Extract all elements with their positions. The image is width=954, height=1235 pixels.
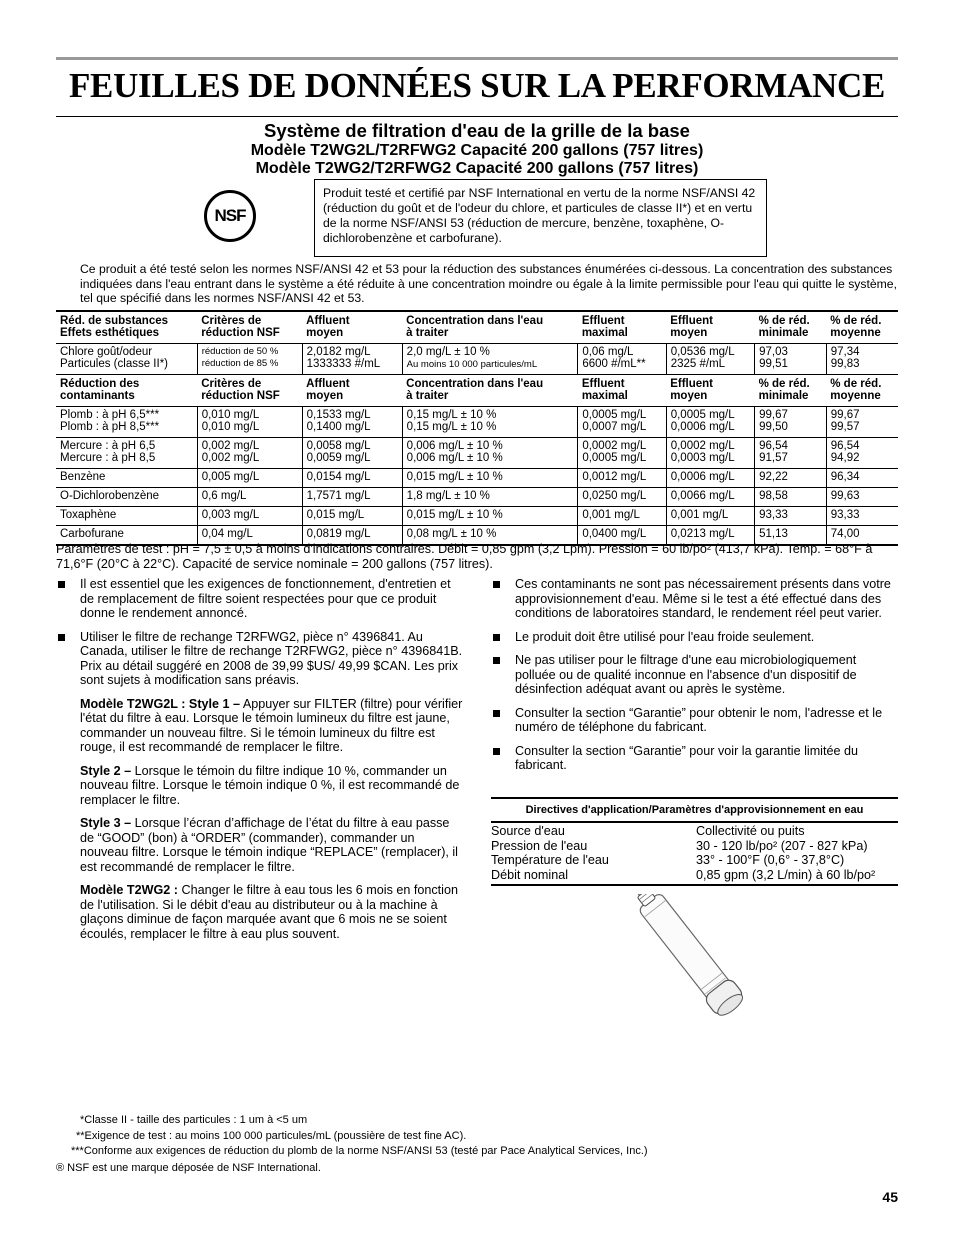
- table-row: [56, 507, 898, 526]
- table-cell: % de réd. minimale: [755, 375, 827, 407]
- footnote-3: ***Conforme aux exigences de réduction du plomb de la norme NSF/ANSI 53 (testé par Pace Analytical Services, Inc.): [71, 1145, 648, 1157]
- table-row: [491, 853, 898, 868]
- table-cell: 0,0002 mg/L 0,0003 mg/L: [666, 438, 754, 469]
- table-cell: 0,001 mg/L: [666, 507, 754, 526]
- table-cell: 0,0819 mg/L: [302, 526, 402, 546]
- table-cell: Réduction des contaminants: [56, 375, 197, 407]
- table-cell: Effluent moyen: [666, 375, 754, 407]
- table-cell: Toxaphène: [56, 507, 197, 526]
- table-row: [56, 407, 898, 438]
- list-item: [491, 577, 898, 621]
- table-cell: 0,0154 mg/L: [302, 469, 402, 488]
- table-cell: 96,54 91,57: [755, 438, 827, 469]
- table-cell: 0,0006 mg/L: [666, 469, 754, 488]
- table-cell: Critères de réduction NSF: [197, 311, 302, 344]
- table-row: [491, 868, 898, 883]
- table-cell: 0,08 mg/L ± 10 %: [402, 526, 578, 546]
- directive-value: 0,85 gpm (3,2 L/min) à 60 lb/po²: [696, 867, 876, 882]
- intro-paragraph: Ce produit a été testé selon les normes NSF/ANSI 42 et 53 pour la réduction des substances énumérées ci-dessous. La concentration des substances indiquées dans l'eau entrant dans le système a été réduite à une concentration moindre ou égale à la limite permissible pour l'eau qui quitte le système, tel que spécifié dans les normes NSF/ANSI 42 et 53.: [80, 262, 897, 305]
- table-cell: Effluent maximal: [578, 375, 666, 407]
- bullet-icon: [493, 710, 500, 717]
- table-cell: 0,015 mg/L: [302, 507, 402, 526]
- list-item: [491, 744, 898, 773]
- table-cell: 96,34: [826, 469, 898, 488]
- table-cell: 0,010 mg/L 0,010 mg/L: [197, 407, 302, 438]
- directive-value: 33° - 100°F (0,6° - 37,8°C): [696, 853, 845, 867]
- table-cell: réduction de 50 % réduction de 85 %: [197, 344, 302, 375]
- style-1-paragraph: [80, 697, 466, 755]
- table-cell: [402, 344, 578, 375]
- table-cell: 93,33: [755, 507, 827, 526]
- table-cell: % de réd. moyenne: [826, 375, 898, 407]
- table-cell: 0,001 mg/L: [578, 507, 666, 526]
- table-cell: 97,03 99,51: [755, 344, 827, 375]
- table-cell: Concentration dans l'eau à traiter: [402, 375, 578, 407]
- model-t2wg2-label: Modèle T2WG2 :: [80, 883, 178, 897]
- top-rule: [56, 57, 898, 60]
- table-cell: 99,63: [826, 488, 898, 507]
- table-cell: Affluent moyen: [302, 375, 402, 407]
- table-cell: 0,04 mg/L: [197, 526, 302, 546]
- table-cell: Mercure : à pH 6,5 Mercure : à pH 8,5: [56, 438, 197, 469]
- table-cell: 51,13: [755, 526, 827, 546]
- table-cell: 92,22: [755, 469, 827, 488]
- table-cell: 0,0400 mg/L: [578, 526, 666, 546]
- list-item-text: Consulter la section “Garantie” pour obtenir le nom, l'adresse et le numéro de téléphone du fabricant.: [515, 705, 883, 734]
- bullet-icon: [58, 581, 65, 588]
- table-cell: 74,00: [826, 526, 898, 546]
- bullet-icon: [493, 657, 500, 664]
- table-cell: 0,0213 mg/L: [666, 526, 754, 546]
- left-column: [56, 577, 466, 950]
- directives-title: Directives d'application/Paramètres d'approvisionnement en eau: [525, 804, 864, 816]
- table-cell: 1,7571 mg/L: [302, 488, 402, 507]
- table-cell: Benzène: [56, 469, 197, 488]
- bullet-icon: [493, 581, 500, 588]
- footnote-1: *Classe II - taille des particules : 1 um à <5 um: [80, 1114, 308, 1126]
- table-header-row: [56, 375, 898, 407]
- table-cell: 98,58: [755, 488, 827, 507]
- table-cell: 0,006 mg/L ± 10 % 0,006 mg/L ± 10 %: [402, 438, 578, 469]
- bullet-icon: [493, 748, 500, 755]
- list-item: [491, 630, 898, 645]
- directives-top-rule: [491, 797, 898, 799]
- table-cell: 0,015 mg/L ± 10 %: [402, 507, 578, 526]
- table-cell: 0,002 mg/L 0,002 mg/L: [197, 438, 302, 469]
- page-title: FEUILLES DE DONNÉES SUR LA PERFORMANCE: [68, 66, 886, 105]
- table-row: [56, 469, 898, 488]
- section-subtitle: Système de filtration d'eau de la grille de la base: [264, 120, 690, 141]
- nsf-logo-icon: [204, 190, 256, 242]
- certification-box: Produit testé et certifié par NSF International en vertu de la norme NSF/ANSI 42 (réduction du goût et de l'odeur du chlore, et particules de classe II*) et en vertu de la norme NSF/ANSI 53 (réduction de mercure, benzène, toxaphène, O-dichlorobenzène et carbofurane).: [314, 179, 767, 257]
- table-cell: Réd. de substances Effets esthétiques: [56, 311, 197, 344]
- table-cell: Effluent moyen: [666, 311, 754, 344]
- directive-key: Température de l'eau: [491, 853, 609, 867]
- table-row: [56, 438, 898, 469]
- model-t2wg2-paragraph: [80, 883, 466, 941]
- table-header-row: [56, 311, 898, 344]
- table-cell: Effluent maximal: [578, 311, 666, 344]
- table-cell: O-Dichlorobenzène: [56, 488, 197, 507]
- style-2-label: Style 2 –: [80, 763, 132, 778]
- table-cell: Critères de réduction NSF: [197, 375, 302, 407]
- list-item-text: Consulter la section “Garantie” pour voir la garantie limitée du fabricant.: [515, 743, 858, 772]
- directive-key: Débit nominal: [491, 867, 569, 882]
- list-item: [56, 630, 466, 688]
- style-1-text: Appuyer sur FILTER (filtre) pour vérifier l'état du filtre à eau. Lorsque le témoin lumineux du filtre est jaune, commander un nouveau filtre. Si le témoin lumineux du filtre est rouge, il est recommandé de remplacer le filtre.: [80, 696, 463, 754]
- directive-key: Pression de l'eau: [491, 838, 588, 853]
- style-3-text: Lorsque l’écran d’affichage de l’état du filtre à eau passe de “GOOD” (bon) à “ORDER” (commander), commander un nouveau filtre. Lorsque le témoin indique “REPLACE” (remplacer), il est recommandé de remplacer le filtre.: [80, 816, 458, 874]
- table-cell: 0,0066 mg/L: [666, 488, 754, 507]
- table-cell: 0,0002 mg/L 0,0005 mg/L: [578, 438, 666, 469]
- table-cell: 0,0536 mg/L 2325 #/mL: [666, 344, 754, 375]
- table-cell: 99,67 99,57: [826, 407, 898, 438]
- list-item: [56, 577, 466, 621]
- table-cell: 99,67 99,50: [755, 407, 827, 438]
- cell-line: Au moins 10 000 particules/mL: [406, 359, 538, 370]
- table-cell: 0,0250 mg/L: [578, 488, 666, 507]
- bullet-icon: [58, 634, 65, 641]
- table-row: [56, 488, 898, 507]
- model-t2wg2-text: Changer le filtre à eau tous les 6 mois en fonction de l'utilisation. Si le débit d'eau au distributeur ou à la machine à glaçons diminue de façon marquée avant que 6 mois ne se soient écoulés, remplacer le filtre à eau plus souvent.: [80, 883, 458, 941]
- table-cell: 0,1533 mg/L 0,1400 mg/L: [302, 407, 402, 438]
- list-item-text: Utiliser le filtre de rechange T2RFWG2, pièce n° 4396841. Au Canada, utiliser le filtre de rechange T2RFWG2, pièce n° 4396841B. Prix au détail suggéré en 2008 de 39,99 $US/ 49,99 $CAN. Les prix sont sujets à modification sans préavis.: [80, 629, 463, 687]
- directives-bottom-rule: [491, 884, 898, 886]
- table-cell: % de réd. moyenne: [826, 311, 898, 344]
- table-row: [56, 344, 898, 375]
- cell-line: 2,0 mg/L ± 10 %: [406, 346, 490, 358]
- list-item-text: Il est essentiel que les exigences de fonctionnement, d'entretien et de remplacement de filtre soient respectées pour que ce produit donne le rendement annoncé.: [80, 577, 451, 620]
- table-cell: 97,34 99,83: [826, 344, 898, 375]
- style-3-paragraph: [80, 816, 466, 874]
- style-2-text: Lorsque le témoin du filtre indique 10 %, commander un nouveau filtre. Lorsque le témoin indique 0 %, il est recommandé de remplacer le filtre.: [80, 763, 460, 807]
- nsf-logo-text: NSF: [214, 206, 246, 225]
- directive-value: 30 - 120 lb/po² (207 - 827 kPa): [696, 838, 868, 853]
- directives-table: [491, 824, 898, 882]
- table-cell: 0,015 mg/L ± 10 %: [402, 469, 578, 488]
- footnote-4: ® NSF est une marque déposée de NSF International.: [56, 1162, 321, 1174]
- style-2-paragraph: [80, 764, 466, 808]
- test-parameters: Paramètres de test : pH = 7,5 ± 0,5 à moins d'indications contraires. Débit = 0,85 gpm (3,2 Lpm). Pression = 60 lb/po² (413,7 kPa). Temp. = 68°F à 71,6°F (20°C à 22°C). Capacité de service nominale = 200 gallons (757 litres).: [56, 542, 873, 571]
- table-cell: 96,54 94,92: [826, 438, 898, 469]
- table-cell: 1,8 mg/L ± 10 %: [402, 488, 578, 507]
- right-column: [491, 577, 898, 782]
- performance-table: [56, 310, 898, 546]
- title-rule: [56, 116, 898, 117]
- bullet-icon: [493, 634, 500, 641]
- list-item-text: Ces contaminants ne sont pas nécessairement présents dans votre approvisionnement d'eau. Même si le test a été effectué dans des conditions de laboratoires standard, le rendement réel peut varier.: [515, 577, 891, 620]
- table-cell: 0,0005 mg/L 0,0006 mg/L: [666, 407, 754, 438]
- table-cell: 0,0012 mg/L: [578, 469, 666, 488]
- directives-header-rule: [491, 821, 898, 823]
- table-cell: 0,0058 mg/L 0,0059 mg/L: [302, 438, 402, 469]
- list-item: [491, 653, 898, 697]
- model-line-2: Modèle T2WG2/T2RFWG2 Capacité 200 gallons (757 litres): [255, 160, 699, 177]
- water-filter-image: [612, 894, 782, 1020]
- style-1-label: Modèle T2WG2L : Style 1 –: [80, 696, 241, 711]
- table-cell: 2,0182 mg/L 1333333 #/mL: [302, 344, 402, 375]
- table-cell: 0,6 mg/L: [197, 488, 302, 507]
- model-line-1: Modèle T2WG2L/T2RFWG2 Capacité 200 gallons (757 litres): [250, 142, 704, 159]
- table-row: [491, 824, 898, 839]
- list-item-text: Ne pas utiliser pour le filtrage d'une eau microbiologiquement polluée ou de qualité inconnue en l'absence d'un dispositif de désinfection adéquat avant ou après le système.: [515, 653, 857, 696]
- table-cell: Chlore goût/odeur Particules (classe II*): [56, 344, 197, 375]
- table-cell: 0,0005 mg/L 0,0007 mg/L: [578, 407, 666, 438]
- table-cell: % de réd. minimale: [755, 311, 827, 344]
- table-cell: 0,003 mg/L: [197, 507, 302, 526]
- directive-value: Collectivité ou puits: [696, 824, 805, 838]
- table-cell: Affluent moyen: [302, 311, 402, 344]
- style-3-label: Style 3 –: [80, 816, 132, 830]
- table-cell: Plomb : à pH 6,5*** Plomb : à pH 8,5***: [56, 407, 197, 438]
- page-number: 45: [882, 1189, 898, 1205]
- table-cell: Carbofurane: [56, 526, 197, 546]
- table-cell: 0,005 mg/L: [197, 469, 302, 488]
- table-cell: Concentration dans l'eau à traiter: [402, 311, 578, 344]
- table-cell: 93,33: [826, 507, 898, 526]
- list-item-text: Le produit doit être utilisé pour l'eau froide seulement.: [515, 629, 815, 644]
- list-item: [491, 706, 898, 735]
- table-cell: 0,15 mg/L ± 10 % 0,15 mg/L ± 10 %: [402, 407, 578, 438]
- table-cell: 0,06 mg/L 6600 #/mL**: [578, 344, 666, 375]
- directive-key: Source d'eau: [491, 824, 565, 838]
- footnote-2: **Exigence de test : au moins 100 000 particules/mL (poussière de test fine AC).: [76, 1130, 467, 1142]
- table-row: [491, 839, 898, 854]
